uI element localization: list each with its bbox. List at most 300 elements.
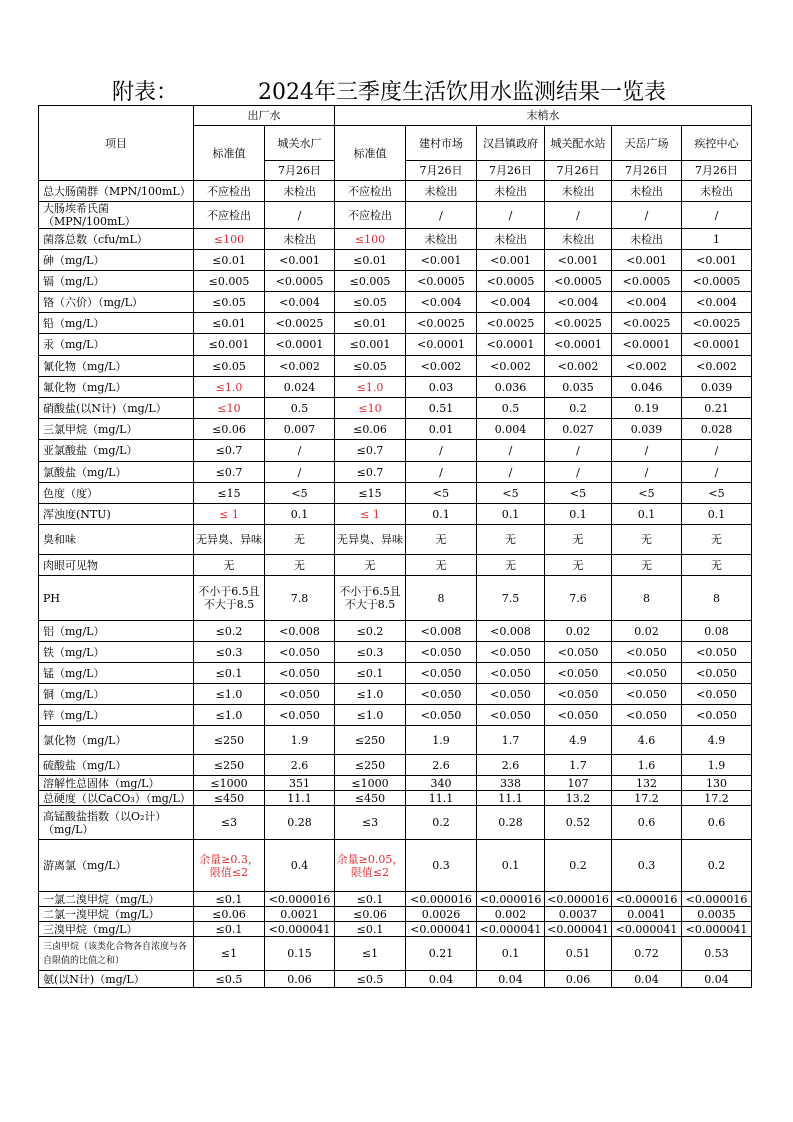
standard-value-cell: ≤1.0 [194,705,265,726]
row-item-label: 铁（mg/L） [39,642,194,663]
standard-value-cell: ≤15 [335,483,406,504]
result-value-cell: 1.9 [406,726,477,755]
standard-value-cell: ≤0.001 [194,334,265,356]
header-site-hanchang: 汉昌镇政府 [477,126,545,161]
table-row [39,181,752,202]
standard-value-cell: ≤100 [194,229,265,250]
standard-value-cell: 不小于6.5且不大于8.5 [335,576,406,621]
result-value-cell: 4.9 [682,726,752,755]
result-value-cell: 无 [682,555,752,576]
standard-value-cell: ≤0.7 [194,462,265,483]
standard-value-cell: 无异臭、异味 [335,525,406,555]
result-value-cell: <0.0025 [406,313,477,334]
result-value-cell: 1.7 [545,755,612,776]
header-standard-plant: 标准值 [194,126,265,181]
result-value-cell: 0.007 [265,419,335,440]
result-value-cell: 4.9 [545,726,612,755]
standard-value-cell: ≤0.1 [335,922,406,937]
row-item-label: 总硬度（以CaCO₃）（mg/L） [39,791,194,806]
result-value-cell: <0.0025 [682,313,752,334]
table-row [39,504,752,525]
result-value-cell: <0.050 [545,642,612,663]
result-value-cell: <0.050 [682,705,752,726]
standard-value-cell: ≤15 [194,483,265,504]
result-value-cell: 无 [406,525,477,555]
standard-value-cell: ≤0.7 [335,440,406,462]
standard-value-cell: ≤1 [194,937,265,971]
row-item-label: 汞（mg/L） [39,334,194,356]
result-value-cell: 无 [682,525,752,555]
result-value-cell: <0.004 [477,292,545,313]
standard-value-cell: ≤3 [335,806,406,840]
standard-value-cell: ≤0.005 [335,271,406,292]
header-date: 7月26日 [682,161,752,181]
result-value-cell: 0.0037 [545,907,612,922]
row-item-label: 砷（mg/L） [39,250,194,271]
result-value-cell: 0.01 [406,419,477,440]
result-value-cell: 无 [612,555,682,576]
result-value-cell: <0.050 [265,663,335,684]
standard-value-cell: ≤0.7 [194,440,265,462]
table-row [39,462,752,483]
result-value-cell: 0.04 [477,971,545,988]
result-value-cell: 0.004 [477,419,545,440]
result-value-cell: 未检出 [545,181,612,202]
standard-value-cell: ≤0.05 [194,292,265,313]
standard-value-cell: ≤1 [335,937,406,971]
result-value-cell: 无 [265,525,335,555]
result-value-cell: <0.050 [545,705,612,726]
standard-value-cell: 不应检出 [335,202,406,229]
standard-value-cell: 余量≥0.3，限值≤2 [194,840,265,892]
result-value-cell: <0.050 [612,684,682,705]
result-value-cell: / [612,462,682,483]
result-value-cell: / [612,202,682,229]
result-value-cell: <0.000041 [406,922,477,937]
result-value-cell: / [477,440,545,462]
row-item-label: 三卤甲烷（该类化合物各自浓度与各自限值的比值之和） [39,937,194,971]
header-date: 7月26日 [477,161,545,181]
table-row [39,621,752,642]
standard-value-cell: ≤0.01 [335,250,406,271]
result-value-cell: <0.050 [682,663,752,684]
result-value-cell: <5 [406,483,477,504]
result-value-cell: <0.000016 [406,892,477,907]
row-item-label: 浑浊度(NTU) [39,504,194,525]
result-value-cell: <0.008 [265,621,335,642]
result-value-cell: 0.1 [477,840,545,892]
result-value-cell: 2.6 [265,755,335,776]
result-value-cell: <0.000041 [682,922,752,937]
standard-value-cell: ≤250 [335,755,406,776]
result-value-cell: / [682,462,752,483]
header-site-chengguan-station: 城关配水站 [545,126,612,161]
result-value-cell: 0.0026 [406,907,477,922]
result-value-cell: <0.050 [265,705,335,726]
result-value-cell: <0.001 [682,250,752,271]
result-value-cell: / [265,202,335,229]
result-value-cell: 未检出 [612,229,682,250]
table-row [39,705,752,726]
row-item-label: 铜（mg/L） [39,684,194,705]
standard-value-cell: ≤1.0 [335,705,406,726]
result-value-cell: 0.1 [682,504,752,525]
row-item-label: 高锰酸盐指数（以O₂计）（mg/L） [39,806,194,840]
result-value-cell: 0.024 [265,377,335,398]
table-row [39,806,752,840]
standard-value-cell: ≤0.06 [335,419,406,440]
result-value-cell: 0.039 [682,377,752,398]
result-value-cell: <0.050 [682,642,752,663]
result-value-cell: 13.2 [545,791,612,806]
result-value-cell: 0.039 [612,419,682,440]
standard-value-cell: ≤10 [194,398,265,419]
result-value-cell: <0.0025 [612,313,682,334]
result-value-cell: 0.0041 [612,907,682,922]
row-item-label: 氨(以N计)（mg/L） [39,971,194,988]
result-value-cell: 0.1 [477,504,545,525]
result-value-cell: 未检出 [477,229,545,250]
result-value-cell: 0.035 [545,377,612,398]
result-value-cell: <0.0005 [612,271,682,292]
row-item-label: 游离氯（mg/L） [39,840,194,892]
result-value-cell: <0.0005 [265,271,335,292]
row-item-label: 镉（mg/L） [39,271,194,292]
header-site-tianyue: 天岳广场 [612,126,682,161]
standard-value-cell: ≤1.0 [335,377,406,398]
standard-value-cell: ≤0.06 [194,907,265,922]
result-value-cell: 0.2 [682,840,752,892]
row-item-label: 三氯甲烷（mg/L） [39,419,194,440]
table-row [39,419,752,440]
result-value-cell: <0.050 [477,705,545,726]
standard-value-cell: ≤250 [335,726,406,755]
standard-value-cell: ≤100 [335,229,406,250]
result-value-cell: <0.0025 [265,313,335,334]
result-value-cell: 0.3 [612,840,682,892]
result-value-cell: 1.9 [265,726,335,755]
standard-value-cell: ≤0.005 [194,271,265,292]
result-value-cell: <0.002 [406,356,477,377]
standard-value-cell: ≤250 [194,755,265,776]
standard-value-cell: ≤0.06 [335,907,406,922]
table-row [39,398,752,419]
result-value-cell: 0.046 [612,377,682,398]
standard-value-cell: ≤1.0 [335,684,406,705]
row-item-label: 铝（mg/L） [39,621,194,642]
result-value-cell: <5 [612,483,682,504]
result-value-cell: <0.004 [406,292,477,313]
result-value-cell: 2.6 [477,755,545,776]
result-value-cell: <0.004 [265,292,335,313]
result-value-cell: <0.001 [545,250,612,271]
result-value-cell: 11.1 [265,791,335,806]
standard-value-cell: 无异臭、异味 [194,525,265,555]
result-value-cell: 11.1 [477,791,545,806]
result-value-cell: <0.0001 [477,334,545,356]
table-row [39,271,752,292]
result-value-cell: <5 [477,483,545,504]
result-value-cell: / [682,202,752,229]
row-item-label: 氯化物（mg/L） [39,726,194,755]
table-row [39,776,752,791]
header-item: 项目 [39,106,194,181]
header-site-jiancun: 建村市场 [406,126,477,161]
header-date: 7月26日 [612,161,682,181]
result-value-cell: <0.0001 [682,334,752,356]
table-row [39,840,752,892]
result-value-cell: 无 [477,555,545,576]
row-item-label: 铅（mg/L） [39,313,194,334]
standard-value-cell: ≤1000 [335,776,406,791]
header-group-plant: 出厂水 [194,106,335,126]
result-value-cell: 无 [477,525,545,555]
result-value-cell: <0.004 [682,292,752,313]
result-value-cell: 无 [612,525,682,555]
table-row [39,483,752,504]
result-value-cell: <0.008 [477,621,545,642]
result-value-cell: 8 [612,576,682,621]
result-value-cell: <0.050 [612,705,682,726]
result-value-cell: 0.2 [406,806,477,840]
header-site-cdc: 疾控中心 [682,126,752,161]
standard-value-cell: ≤0.1 [194,922,265,937]
result-value-cell: 11.1 [406,791,477,806]
header-date: 7月26日 [265,161,335,181]
result-value-cell: 0.19 [612,398,682,419]
result-value-cell: <0.000016 [265,892,335,907]
result-value-cell: 0.02 [612,621,682,642]
result-value-cell: 0.04 [612,971,682,988]
result-value-cell: 8 [682,576,752,621]
result-value-cell: <0.0025 [477,313,545,334]
table-row [39,250,752,271]
row-item-label: 亚氯酸盐（mg/L） [39,440,194,462]
table-row [39,356,752,377]
result-value-cell: <0.000016 [477,892,545,907]
result-value-cell: 17.2 [682,791,752,806]
table-row [39,334,752,356]
standard-value-cell: ≤0.1 [335,663,406,684]
title-prefix: 附表： [112,80,179,105]
result-value-cell: <5 [265,483,335,504]
standard-value-cell: ≤250 [194,726,265,755]
result-value-cell: 无 [265,555,335,576]
row-item-label: 菌落总数（cfu/mL） [39,229,194,250]
result-value-cell: 132 [612,776,682,791]
result-value-cell: <0.0001 [265,334,335,356]
standard-value-cell: ≤0.1 [194,663,265,684]
table-row [39,971,752,988]
header-group-tap: 末梢水 [335,106,752,126]
result-value-cell: 0.28 [265,806,335,840]
row-item-label: 二氯一溴甲烷（mg/L） [39,907,194,922]
result-value-cell: 0.28 [477,806,545,840]
table-row [39,907,752,922]
result-value-cell: / [545,462,612,483]
result-value-cell: / [477,462,545,483]
result-value-cell: 未检出 [265,181,335,202]
result-value-cell: 0.52 [545,806,612,840]
result-value-cell: 0.21 [682,398,752,419]
result-value-cell: / [265,462,335,483]
row-item-label: 三溴甲烷（mg/L） [39,922,194,937]
row-item-label: 铬（六价）（mg/L） [39,292,194,313]
result-value-cell: 340 [406,776,477,791]
result-value-cell: <0.050 [406,642,477,663]
table-row [39,937,752,971]
result-value-cell: <0.050 [406,684,477,705]
result-value-cell: 无 [406,555,477,576]
result-value-cell: 0.03 [406,377,477,398]
result-value-cell: 7.8 [265,576,335,621]
standard-value-cell: ≤0.05 [335,356,406,377]
result-value-cell: 0.51 [406,398,477,419]
result-value-cell: / [406,202,477,229]
table-row [39,555,752,576]
result-value-cell: 1.9 [682,755,752,776]
standard-value-cell: ≤0.3 [335,642,406,663]
result-value-cell: <0.0005 [682,271,752,292]
result-value-cell: <0.050 [682,684,752,705]
result-value-cell: 8 [406,576,477,621]
result-value-cell: 未检出 [682,181,752,202]
standard-value-cell: 不小于6.5且不大于8.5 [194,576,265,621]
result-value-cell: 1 [682,229,752,250]
standard-value-cell: ≤1.0 [194,377,265,398]
result-value-cell: <0.000016 [682,892,752,907]
result-value-cell: 130 [682,776,752,791]
standard-value-cell: ≤0.3 [194,642,265,663]
result-value-cell: 0.4 [265,840,335,892]
row-item-label: 锌（mg/L） [39,705,194,726]
table-row [39,663,752,684]
table-row [39,755,752,776]
row-item-label: 氯酸盐（mg/L） [39,462,194,483]
result-value-cell: <0.0025 [545,313,612,334]
result-value-cell: 未检出 [406,181,477,202]
result-value-cell: <0.0001 [406,334,477,356]
standard-value-cell: ≤450 [194,791,265,806]
result-value-cell: <0.050 [545,684,612,705]
result-value-cell: <0.050 [265,642,335,663]
standard-value-cell: 无 [335,555,406,576]
result-value-cell: <0.050 [477,684,545,705]
result-value-cell: 0.0035 [682,907,752,922]
standard-value-cell: ≤0.1 [194,892,265,907]
result-value-cell: 7.6 [545,576,612,621]
row-item-label: 锰（mg/L） [39,663,194,684]
result-value-cell: <0.008 [406,621,477,642]
result-value-cell: 0.036 [477,377,545,398]
standard-value-cell: 余量≥0.05，限值≤2 [335,840,406,892]
result-value-cell: 0.15 [265,937,335,971]
result-value-cell: <0.001 [612,250,682,271]
result-value-cell: <0.000041 [545,922,612,937]
result-value-cell: <0.004 [612,292,682,313]
standard-value-cell: ≤0.01 [335,313,406,334]
row-item-label: 总大肠菌群（MPN/100mL） [39,181,194,202]
row-item-label: 溶解性总固体（mg/L） [39,776,194,791]
result-value-cell: <0.000016 [545,892,612,907]
table-row [39,726,752,755]
row-item-label: 肉眼可见物 [39,555,194,576]
standard-value-cell: ≤ 1 [194,504,265,525]
result-value-cell: 17.2 [612,791,682,806]
result-value-cell: 未检出 [265,229,335,250]
result-value-cell: 0.6 [612,806,682,840]
standard-value-cell: 无 [194,555,265,576]
result-value-cell: / [265,440,335,462]
result-value-cell: 0.0021 [265,907,335,922]
result-value-cell: 2.6 [406,755,477,776]
standard-value-cell: 不应检出 [335,181,406,202]
result-value-cell: 0.04 [406,971,477,988]
result-value-cell: 无 [545,525,612,555]
result-value-cell: 0.002 [477,907,545,922]
standard-value-cell: ≤0.2 [335,621,406,642]
result-value-cell: <0.0001 [545,334,612,356]
standard-value-cell: ≤ 1 [335,504,406,525]
result-value-cell: / [545,202,612,229]
result-value-cell: / [545,440,612,462]
standard-value-cell: ≤1.0 [194,684,265,705]
row-item-label: PH [39,576,194,621]
header-date: 7月26日 [545,161,612,181]
table-row [39,440,752,462]
result-value-cell: / [612,440,682,462]
standard-value-cell: ≤0.5 [194,971,265,988]
result-value-cell: <0.050 [612,642,682,663]
result-value-cell: 0.1 [545,504,612,525]
result-value-cell: 0.06 [265,971,335,988]
monitoring-results-table [38,105,752,988]
result-value-cell: <0.001 [477,250,545,271]
result-value-cell: 0.06 [545,971,612,988]
result-value-cell: <0.050 [545,663,612,684]
result-value-cell: <0.050 [477,642,545,663]
result-value-cell: 未检出 [612,181,682,202]
table-row [39,922,752,937]
header-site-chengguan-plant: 城关水厂 [265,126,335,161]
result-value-cell: 0.08 [682,621,752,642]
result-value-cell: <0.001 [406,250,477,271]
result-value-cell: 0.2 [545,840,612,892]
result-value-cell: 4.6 [612,726,682,755]
standard-value-cell: ≤10 [335,398,406,419]
result-value-cell: <0.000041 [265,922,335,937]
result-value-cell: 无 [545,555,612,576]
row-item-label: 氟化物（mg/L） [39,377,194,398]
standard-value-cell: ≤0.2 [194,621,265,642]
result-value-cell: <0.000041 [612,922,682,937]
table-row [39,202,752,229]
standard-value-cell: 不应检出 [194,202,265,229]
result-value-cell: 0.1 [265,504,335,525]
result-value-cell: 0.1 [406,504,477,525]
result-value-cell: <0.002 [612,356,682,377]
table-row [39,292,752,313]
result-value-cell: <0.0005 [406,271,477,292]
row-item-label: 色度（度） [39,483,194,504]
standard-value-cell: ≤0.001 [335,334,406,356]
result-value-cell: <0.000016 [612,892,682,907]
table-row [39,525,752,555]
table-row [39,791,752,806]
standard-value-cell: ≤3 [194,806,265,840]
result-value-cell: <0.001 [265,250,335,271]
standard-value-cell: 不应检出 [194,181,265,202]
